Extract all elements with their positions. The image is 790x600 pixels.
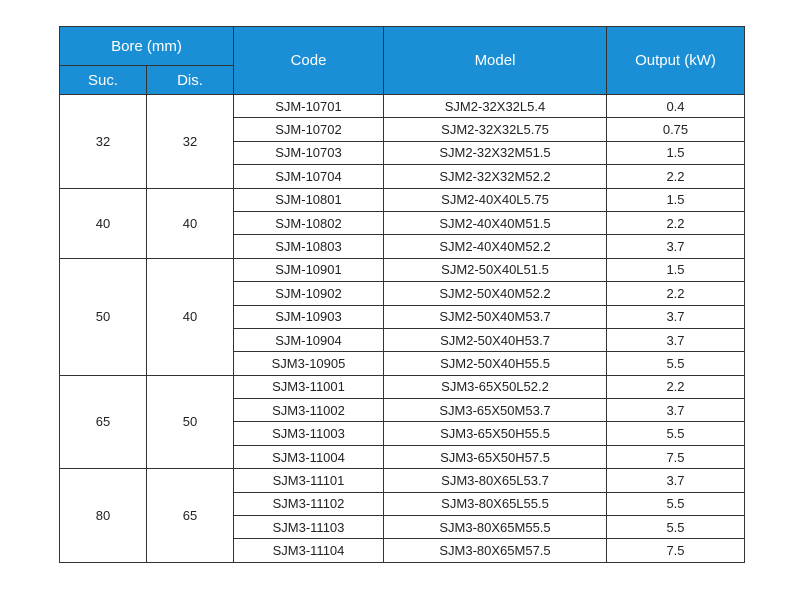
output-cell: 3.7 <box>607 469 745 492</box>
model-cell: SJM2-50X40L51.5 <box>384 258 607 281</box>
output-cell: 2.2 <box>607 282 745 305</box>
output-cell: 7.5 <box>607 539 745 562</box>
suction-bore-cell: 65 <box>60 375 147 469</box>
spec-table <box>59 26 745 563</box>
bore-header: Bore (mm) <box>60 27 234 66</box>
discharge-bore-cell: 32 <box>147 95 234 189</box>
code-cell: SJM3-11104 <box>234 539 384 562</box>
table-row <box>60 188 745 211</box>
code-cell: SJM3-11001 <box>234 375 384 398</box>
code-cell: SJM-10803 <box>234 235 384 258</box>
output-cell: 2.2 <box>607 165 745 188</box>
model-cell: SJM3-80X65M57.5 <box>384 539 607 562</box>
suction-bore-cell: 80 <box>60 469 147 563</box>
model-cell: SJM3-65X50H55.5 <box>384 422 607 445</box>
code-cell: SJM3-10905 <box>234 352 384 375</box>
output-header: Output (kW) <box>607 27 745 95</box>
discharge-bore-cell: 65 <box>147 469 234 563</box>
table-row <box>60 469 745 492</box>
output-cell: 2.2 <box>607 211 745 234</box>
output-cell: 3.7 <box>607 235 745 258</box>
output-cell: 5.5 <box>607 352 745 375</box>
output-cell: 7.5 <box>607 445 745 468</box>
output-cell: 3.7 <box>607 305 745 328</box>
table-row <box>60 375 745 398</box>
model-cell: SJM3-80X65L53.7 <box>384 469 607 492</box>
output-cell: 5.5 <box>607 492 745 515</box>
model-cell: SJM2-32X32L5.75 <box>384 118 607 141</box>
table-header <box>60 27 745 95</box>
output-cell: 2.2 <box>607 375 745 398</box>
model-cell: SJM2-32X32M52.2 <box>384 165 607 188</box>
code-cell: SJM-10902 <box>234 282 384 305</box>
model-cell: SJM3-80X65M55.5 <box>384 516 607 539</box>
code-cell: SJM-10703 <box>234 141 384 164</box>
model-cell: SJM3-65X50M53.7 <box>384 399 607 422</box>
code-cell: SJM3-11102 <box>234 492 384 515</box>
model-cell: SJM3-65X50H57.5 <box>384 445 607 468</box>
model-header: Model <box>384 27 607 95</box>
model-cell: SJM2-40X40L5.75 <box>384 188 607 211</box>
code-cell: SJM3-11101 <box>234 469 384 492</box>
code-cell: SJM3-11003 <box>234 422 384 445</box>
discharge-bore-cell: 50 <box>147 375 234 469</box>
table-row <box>60 258 745 281</box>
suction-bore-cell: 50 <box>60 258 147 375</box>
model-cell: SJM2-50X40M53.7 <box>384 305 607 328</box>
code-cell: SJM-10702 <box>234 118 384 141</box>
table-row <box>60 95 745 118</box>
code-cell: SJM-10801 <box>234 188 384 211</box>
model-cell: SJM2-50X40H53.7 <box>384 328 607 351</box>
output-cell: 1.5 <box>607 188 745 211</box>
code-header: Code <box>234 27 384 95</box>
code-cell: SJM-10701 <box>234 95 384 118</box>
discharge-bore-cell: 40 <box>147 188 234 258</box>
discharge-header: Dis. <box>147 66 234 95</box>
suction-bore-cell: 32 <box>60 95 147 189</box>
code-cell: SJM3-11002 <box>234 399 384 422</box>
discharge-bore-cell: 40 <box>147 258 234 375</box>
model-cell: SJM2-40X40M52.2 <box>384 235 607 258</box>
model-cell: SJM2-32X32L5.4 <box>384 95 607 118</box>
table-body <box>60 95 745 563</box>
model-cell: SJM2-32X32M51.5 <box>384 141 607 164</box>
code-cell: SJM-10802 <box>234 211 384 234</box>
suction-header: Suc. <box>60 66 147 95</box>
output-cell: 0.4 <box>607 95 745 118</box>
output-cell: 1.5 <box>607 258 745 281</box>
model-cell: SJM2-50X40H55.5 <box>384 352 607 375</box>
output-cell: 3.7 <box>607 328 745 351</box>
code-cell: SJM-10904 <box>234 328 384 351</box>
output-cell: 1.5 <box>607 141 745 164</box>
output-cell: 3.7 <box>607 399 745 422</box>
output-cell: 5.5 <box>607 422 745 445</box>
code-cell: SJM3-11103 <box>234 516 384 539</box>
code-cell: SJM3-11004 <box>234 445 384 468</box>
code-cell: SJM-10903 <box>234 305 384 328</box>
model-cell: SJM3-65X50L52.2 <box>384 375 607 398</box>
model-cell: SJM2-40X40M51.5 <box>384 211 607 234</box>
code-cell: SJM-10901 <box>234 258 384 281</box>
output-cell: 0.75 <box>607 118 745 141</box>
model-cell: SJM2-50X40M52.2 <box>384 282 607 305</box>
suction-bore-cell: 40 <box>60 188 147 258</box>
output-cell: 5.5 <box>607 516 745 539</box>
code-cell: SJM-10704 <box>234 165 384 188</box>
model-cell: SJM3-80X65L55.5 <box>384 492 607 515</box>
